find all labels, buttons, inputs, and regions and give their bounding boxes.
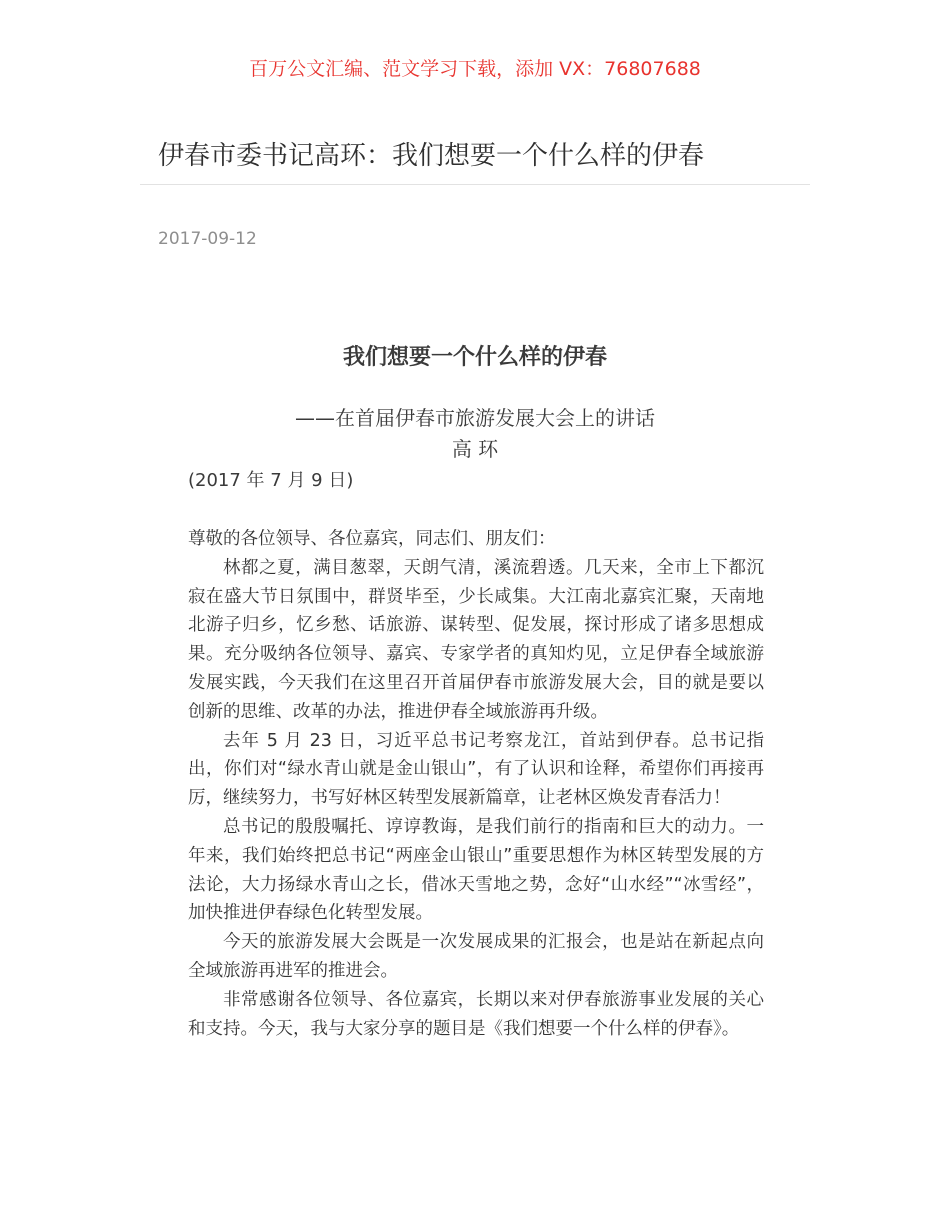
speech-title: 我们想要一个什么样的伊春 [342, 345, 607, 370]
speech-author: 高 环 [451, 437, 499, 461]
speech-subtitle: ——在首届伊春市旅游发展大会上的讲话 [295, 406, 655, 430]
article-title: 伊春市委书记高环：我们想要一个什么样的伊春 [158, 141, 705, 171]
speech-date: (2017 年 7 月 9 日) [188, 470, 354, 491]
body-paragraph: 去年 5 月 23 日，习近平总书记考察龙江，首站到伊春。总书记指出，你们对“绿水青山就是金山银山”，有了认识和诠释，希望你们再接再厉，继续努力，书写好林区转型发展新篇章，让老林区焕发青春活力！ [188, 730, 764, 809]
body-paragraph: 林都之夏，满目葱翠，天朗气清，溪流碧透。几天来，全市上下都沉寂在盛大节日氛围中，群贤毕至，少长咸集。大江南北嘉宾汇聚，天南地北游子归乡，忆乡愁、话旅游、谋转型、促发展，探讨形成了诸多思想成果。充分吸纳各位领导、嘉宾、专家学者的真知灼见，立足伊春全域旅游发展实践，今天我们在这里召开首届伊春市旅游发展大会，目的就是要以创新的思维、改革的办法，推进伊春全域旅游再升级。 [188, 557, 764, 722]
title-divider [140, 184, 810, 185]
promo-banner: 百万公文汇编、范文学习下载，添加 VX：76807688 [249, 58, 701, 80]
body-paragraph: 非常感谢各位领导、各位嘉宾，长期以来对伊春旅游事业发展的关心和支持。今天，我与大家分享的题目是《我们想要一个什么样的伊春》。 [188, 989, 764, 1039]
speech-body [188, 525, 764, 1043]
greeting: 尊敬的各位领导、各位嘉宾，同志们、朋友们： [188, 529, 556, 549]
article-date: 2017-09-12 [158, 229, 257, 249]
body-paragraph: 总书记的殷殷嘱托、谆谆教诲，是我们前行的指南和巨大的动力。一年来，我们始终把总书记“两座金山银山”重要思想作为林区转型发展的方法论，大力扬绿水青山之长，借冰天雪地之势，念好“山水经”“冰雪经”，加快推进伊春绿色化转型发展。 [188, 816, 764, 924]
body-paragraph: 今天的旅游发展大会既是一次发展成果的汇报会，也是站在新起点向全域旅游再进军的推进会。 [188, 932, 764, 981]
